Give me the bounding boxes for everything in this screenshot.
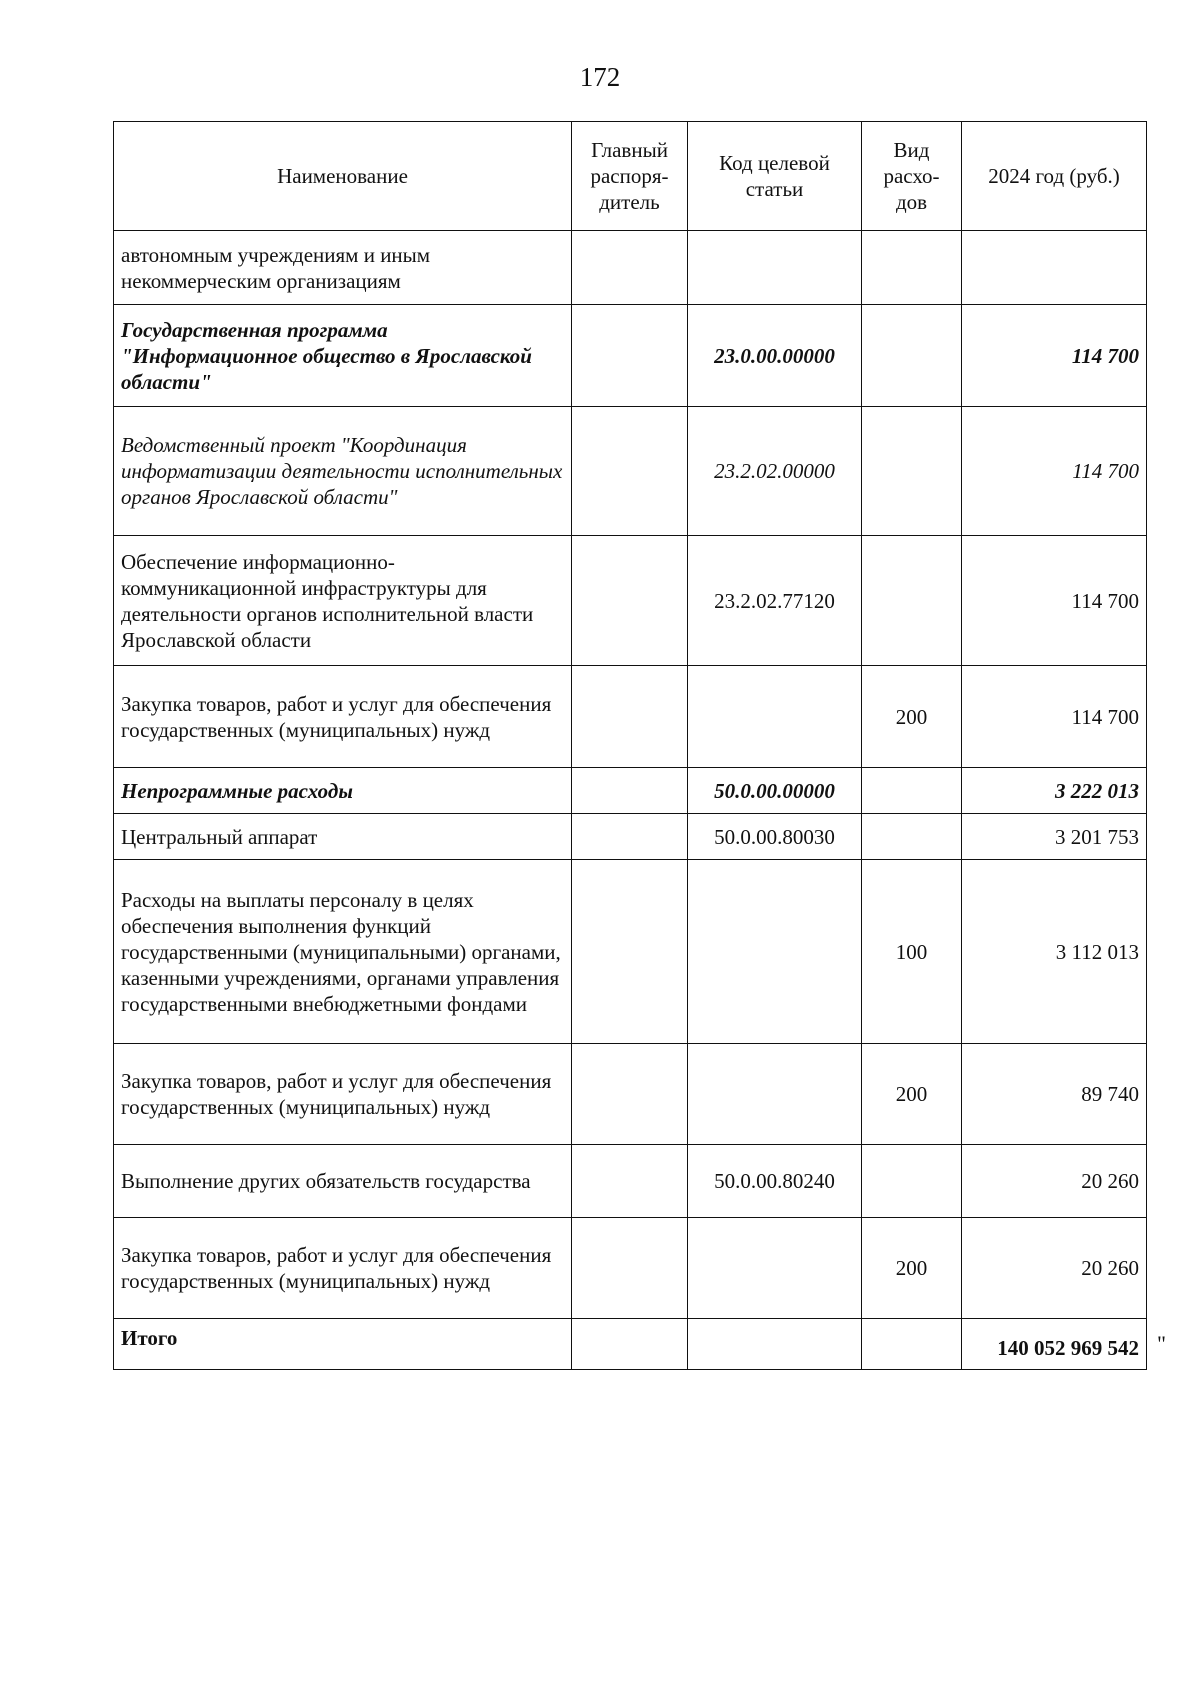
page-number: 172 [579,62,621,92]
table-row [114,1145,1147,1218]
row-chief-manager [572,1044,688,1145]
row-target-code: 50.0.00.80030 [688,814,862,860]
row-name: Закупка товаров, работ и услуг для обеспечения государственных (муниципальных) нужд [114,1218,572,1319]
row-expense-type [862,231,962,305]
header-amount-2024: 2024 год (руб.) [962,122,1147,231]
table-row [114,536,1147,666]
row-chief-manager [572,1218,688,1319]
row-amount [962,231,1147,305]
table-row [114,407,1147,536]
row-target-code: 50.0.00.80240 [688,1145,862,1218]
row-target-code [688,666,862,768]
row-name: Непрограммные расходы [114,768,572,814]
row-expense-type: 200 [862,1044,962,1145]
row-name: автономным учреждениям и иным некоммерческим организациям [114,231,572,305]
row-expense-type [862,1145,962,1218]
header-chief-manager: Главный распоря-дитель [572,122,688,231]
row-expense-type: 200 [862,666,962,768]
row-chief-manager [572,231,688,305]
row-target-code: 23.2.02.00000 [688,407,862,536]
total-expense-type [862,1319,962,1370]
row-amount: 114 700 [962,666,1147,768]
row-target-code [688,1044,862,1145]
row-amount: 114 700 [962,305,1147,407]
budget-table [113,121,1147,1370]
row-expense-type: 100 [862,860,962,1044]
table-row [114,666,1147,768]
row-chief-manager [572,860,688,1044]
row-name: Расходы на выплаты персоналу в целях обеспечения выполнения функций государственными (муниципальными) органами, казенными учреждениями, органами управления государственными внебюджетными фондами [114,860,572,1044]
row-target-code: 23.0.00.00000 [688,305,862,407]
row-target-code: 23.2.02.77120 [688,536,862,666]
header-expense-type: Вид расхо-дов [862,122,962,231]
row-amount: 20 260 [962,1145,1147,1218]
row-name: Закупка товаров, работ и услуг для обеспечения государственных (муниципальных) нужд [114,1044,572,1145]
row-name: Закупка товаров, работ и услуг для обеспечения государственных (муниципальных) нужд [114,666,572,768]
row-expense-type: 200 [862,1218,962,1319]
row-expense-type [862,768,962,814]
header-name: Наименование [114,122,572,231]
row-target-code [688,231,862,305]
row-expense-type [862,407,962,536]
row-name: Выполнение других обязательств государства [114,1145,572,1218]
header-row [114,122,1147,231]
row-amount: 89 740 [962,1044,1147,1145]
row-expense-type [862,536,962,666]
row-expense-type [862,305,962,407]
row-amount: 114 700 [962,536,1147,666]
row-amount: 114 700 [962,407,1147,536]
table-row [114,814,1147,860]
table-row [114,305,1147,407]
row-chief-manager [572,536,688,666]
row-target-code: 50.0.00.00000 [688,768,862,814]
row-amount: 3 222 013 [962,768,1147,814]
row-name: Центральный аппарат [114,814,572,860]
closing-quote-mark: " [1157,1331,1166,1356]
table-row [114,231,1147,305]
row-amount: 3 112 013 [962,860,1147,1044]
total-row [114,1319,1147,1370]
row-chief-manager [572,407,688,536]
total-chief-manager [572,1319,688,1370]
row-chief-manager [572,305,688,407]
table-row [114,1044,1147,1145]
row-amount: 3 201 753 [962,814,1147,860]
row-chief-manager [572,1145,688,1218]
total-target-code [688,1319,862,1370]
row-expense-type [862,814,962,860]
table-row [114,1218,1147,1319]
total-label: Итого [114,1319,572,1370]
row-name: Ведомственный проект "Координация информатизации деятельности исполнительных органов Ярославской области" [114,407,572,536]
row-name: Обеспечение информационно-коммуникационной инфраструктуры для деятельности органов исполнительной власти Ярославской области [114,536,572,666]
row-target-code [688,1218,862,1319]
table-row [114,768,1147,814]
header-target-code: Код целевой статьи [688,122,862,231]
total-amount: 140 052 969 542 [962,1319,1147,1370]
table-row [114,860,1147,1044]
row-chief-manager [572,768,688,814]
row-chief-manager [572,814,688,860]
row-target-code [688,860,862,1044]
row-chief-manager [572,666,688,768]
row-name: Государственная программа "Информационное общество в Ярославской области" [114,305,572,407]
row-amount: 20 260 [962,1218,1147,1319]
